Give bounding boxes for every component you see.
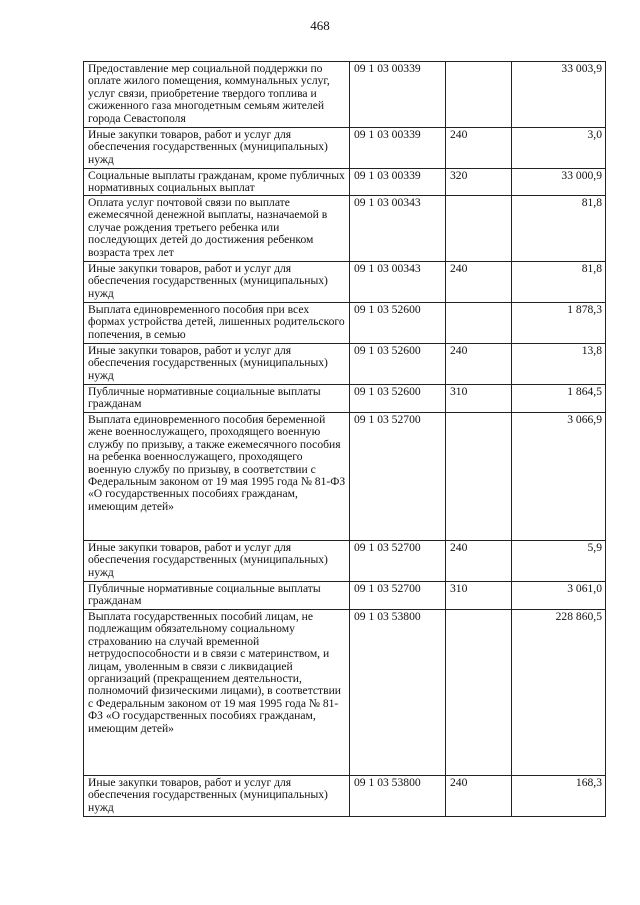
row-type: 320 xyxy=(446,169,512,196)
table-row xyxy=(84,303,606,344)
row-code: 09 1 03 52700 xyxy=(350,541,446,582)
row-amount: 33 000,9 xyxy=(512,169,606,196)
row-amount: 81,8 xyxy=(512,262,606,303)
row-code: 09 1 03 52600 xyxy=(350,303,446,344)
row-amount: 5,9 xyxy=(512,541,606,582)
row-amount: 81,8 xyxy=(512,196,606,262)
row-name: Выплата единовременного пособия беременной жене военнослужащего, проходящего военную службу по призыву, а также ежемесячного пособия на ребенка военнослужащего, проходящего военную службу по призыву, в соответствии с Федеральным законом от 19 мая 1995 года № 81-ФЗ «О государственных пособиях гражданам, имеющим детей» xyxy=(84,413,350,541)
row-type xyxy=(446,610,512,776)
row-code: 09 1 03 00339 xyxy=(350,169,446,196)
row-amount: 33 003,9 xyxy=(512,62,606,128)
row-code: 09 1 03 00343 xyxy=(350,262,446,303)
row-name: Иные закупки товаров, работ и услуг для обеспечения государственных (муниципальных) нужд xyxy=(84,541,350,582)
row-amount: 3 066,9 xyxy=(512,413,606,541)
page-number: 468 xyxy=(310,18,330,33)
row-name: Оплата услуг почтовой связи по выплате ежемесячной денежной выплаты, назначаемой в случае рождения третьего ребенка или последующих детей до достижения ребенком возраста трех лет xyxy=(84,196,350,262)
table-row xyxy=(84,776,606,817)
row-code: 09 1 03 00343 xyxy=(350,196,446,262)
row-code: 09 1 03 52700 xyxy=(350,413,446,541)
table-row xyxy=(84,413,606,541)
row-code: 09 1 03 53800 xyxy=(350,776,446,817)
table-row xyxy=(84,610,606,776)
table-row xyxy=(84,169,606,196)
row-type: 240 xyxy=(446,262,512,303)
row-type: 240 xyxy=(446,541,512,582)
row-type xyxy=(446,62,512,128)
row-amount: 1 864,5 xyxy=(512,385,606,413)
row-code: 09 1 03 52600 xyxy=(350,385,446,413)
row-name: Выплата единовременного пособия при всех формах устройства детей, лишенных родительского попечения, в семью xyxy=(84,303,350,344)
row-name: Иные закупки товаров, работ и услуг для обеспечения государственных (муниципальных) нужд xyxy=(84,128,350,169)
row-type: 240 xyxy=(446,776,512,817)
row-amount: 1 878,3 xyxy=(512,303,606,344)
row-code: 09 1 03 00339 xyxy=(350,128,446,169)
row-amount: 3 061,0 xyxy=(512,582,606,610)
row-code: 09 1 03 52700 xyxy=(350,582,446,610)
row-type: 240 xyxy=(446,128,512,169)
table-row xyxy=(84,582,606,610)
row-type xyxy=(446,413,512,541)
table-row xyxy=(84,128,606,169)
row-name: Публичные нормативные социальные выплаты гражданам xyxy=(84,582,350,610)
row-code: 09 1 03 00339 xyxy=(350,62,446,128)
row-amount: 168,3 xyxy=(512,776,606,817)
row-code: 09 1 03 53800 xyxy=(350,610,446,776)
table-row xyxy=(84,262,606,303)
row-type xyxy=(446,303,512,344)
row-type: 310 xyxy=(446,385,512,413)
table-row xyxy=(84,541,606,582)
row-code: 09 1 03 52600 xyxy=(350,344,446,385)
row-amount: 13,8 xyxy=(512,344,606,385)
table-row xyxy=(84,385,606,413)
table-row xyxy=(84,62,606,128)
row-name: Публичные нормативные социальные выплаты гражданам xyxy=(84,385,350,413)
row-name: Иные закупки товаров, работ и услуг для обеспечения государственных (муниципальных) нужд xyxy=(84,262,350,303)
row-name: Иные закупки товаров, работ и услуг для обеспечения государственных (муниципальных) нужд xyxy=(84,776,350,817)
row-name: Иные закупки товаров, работ и услуг для обеспечения государственных (муниципальных) нужд xyxy=(84,344,350,385)
table-row xyxy=(84,344,606,385)
row-type: 310 xyxy=(446,582,512,610)
table-row xyxy=(84,196,606,262)
row-type xyxy=(446,196,512,262)
row-type: 240 xyxy=(446,344,512,385)
row-amount: 3,0 xyxy=(512,128,606,169)
row-amount: 228 860,5 xyxy=(512,610,606,776)
budget-table xyxy=(83,61,606,817)
row-name: Социальные выплаты гражданам, кроме публичных нормативных социальных выплат xyxy=(84,169,350,196)
row-name: Предоставление мер социальной поддержки по оплате жилого помещения, коммунальных услуг, услуг связи, приобретение твердого топлива и сжиженного газа многодетным семьям жителей города Севастополя xyxy=(84,62,350,128)
row-name: Выплата государственных пособий лицам, не подлежащим обязательному социальному страхованию на случай временной нетрудоспособности и в связи с материнством, и лицам, уволенным в связи с ликвидацией организаций (прекращением деятельности, полномочий физическими лицами), в соответствии с Федеральным законом от 19 мая 1995 года № 81-ФЗ «О государственных пособиях гражданам, имеющим детей» xyxy=(84,610,350,776)
